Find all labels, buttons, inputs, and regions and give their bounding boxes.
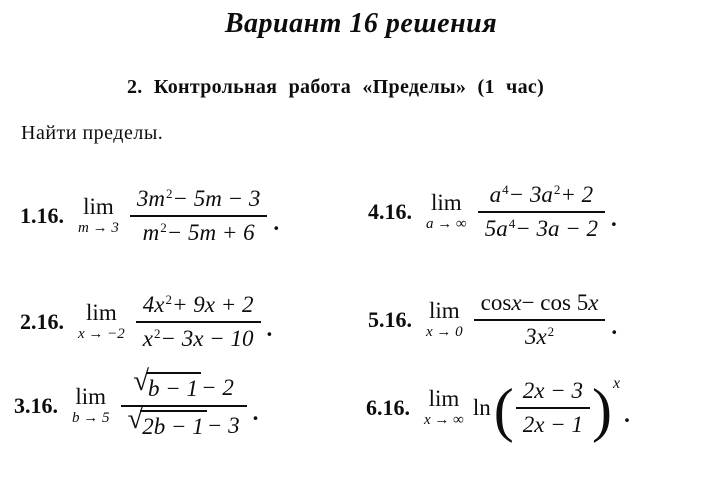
fraction <box>474 290 606 350</box>
radicand: 2b − 1 <box>140 410 207 440</box>
fraction-bar <box>136 321 261 323</box>
ln-function: ln <box>472 395 491 420</box>
denominator-term: − 5m + 6 <box>166 220 255 245</box>
lim-label: lim <box>428 386 460 412</box>
limit-subscript: x → −2 <box>78 326 125 343</box>
limit-operator <box>72 385 110 427</box>
denominator-term: 2x − 1 <box>522 412 583 437</box>
denominator-term: − 3 <box>206 413 240 438</box>
numerator-term: − 5m − 3 <box>172 186 261 211</box>
denominator: m $^2$ − 5m + 6 <box>142 220 255 245</box>
denominator-term: − 3a − 2 <box>515 216 598 241</box>
numerator-term: a <box>489 182 502 207</box>
limit-subscript: m → 3 <box>78 220 119 237</box>
limit-subscript: x → ∞ <box>424 412 464 429</box>
problem-number: 4.16. <box>368 199 412 224</box>
problem-6-16 <box>366 375 630 443</box>
problem-4-16 <box>368 182 617 242</box>
exponent: x <box>612 375 621 392</box>
instruction-text: Найти пределы. <box>21 122 164 144</box>
fraction-bar <box>474 319 606 321</box>
numerator-term: − cos 5 <box>521 290 589 315</box>
limit-subscript: x → 0 <box>426 324 463 341</box>
denominator: 3x $^2$ <box>524 324 555 349</box>
square-root <box>127 403 207 440</box>
period: . <box>611 206 617 231</box>
fraction-bar <box>516 407 590 409</box>
numerator <box>516 378 590 404</box>
limit-operator <box>78 195 119 237</box>
numerator: 4x $^2$ + 9x + 2 <box>142 292 254 317</box>
numerator-term: − 2 <box>201 375 234 400</box>
problem-number: 1.16. <box>20 203 64 228</box>
problem-5-16 <box>368 290 617 350</box>
limit-operator <box>426 191 467 233</box>
square-root <box>133 365 201 402</box>
problem-number: 5.16. <box>368 307 412 332</box>
numerator-term: 3m <box>136 186 165 211</box>
denominator-term: 5a <box>484 216 508 241</box>
numerator-term: cos <box>480 290 512 315</box>
lim-label: lim <box>83 194 114 220</box>
denominator-term: − 3x − 10 <box>160 326 254 351</box>
limit-operator <box>78 301 125 343</box>
section-header: 2. Контрольная работа «Пределы» (1 час) <box>127 76 545 98</box>
problem-number: 2.16. <box>20 309 64 334</box>
numerator <box>474 290 606 316</box>
period: . <box>266 316 273 341</box>
lim-label: lim <box>429 298 460 324</box>
numerator-term: 4x <box>142 292 165 317</box>
problem-1-16 <box>20 186 279 246</box>
period: . <box>252 400 259 425</box>
fraction <box>130 186 268 246</box>
lim-label: lim <box>431 190 462 216</box>
page-title: Вариант 16 решения <box>224 8 498 39</box>
fraction <box>136 292 261 352</box>
numerator-term: + 9x + 2 <box>172 292 254 317</box>
denominator: x $^2$ − 3x − 10 <box>142 326 254 351</box>
problem-number: 3.16. <box>14 393 58 418</box>
radical-sign: √ <box>133 365 150 397</box>
denominator: 5a $^4$ − 3a − 2 <box>484 216 598 241</box>
denominator-term: m <box>142 220 160 245</box>
period: . <box>273 210 280 235</box>
numerator: a $^4$ − 3a $^2$ + 2 <box>489 182 594 207</box>
period: . <box>611 314 618 339</box>
radical-sign: √ <box>127 403 144 435</box>
limit-operator <box>426 299 463 341</box>
fraction-bar <box>130 215 268 217</box>
close-paren: ) <box>591 377 612 443</box>
numerator-term: x <box>588 290 599 315</box>
lim-label: lim <box>75 384 107 410</box>
numerator <box>126 365 241 402</box>
problem-2-16 <box>20 292 272 352</box>
radicand: b − 1 <box>146 372 201 402</box>
fraction-bar <box>478 211 605 213</box>
denominator-term: x <box>142 326 153 351</box>
limit-subscript: a → ∞ <box>426 216 467 233</box>
denominator <box>121 403 247 440</box>
numerator-term: x <box>511 290 522 315</box>
period: . <box>624 402 630 427</box>
denominator-term: 3x <box>524 324 547 349</box>
limit-operator <box>424 387 464 429</box>
open-paren: ( <box>493 377 514 443</box>
limit-subscript: b → 5 <box>72 410 110 427</box>
problem-3-16 <box>14 365 259 440</box>
fraction <box>121 365 247 440</box>
numerator-term: + 2 <box>560 182 594 207</box>
problem-number: 6.16. <box>366 395 410 420</box>
fraction <box>478 182 605 242</box>
denominator <box>516 412 590 438</box>
numerator-term: − 3a <box>508 182 553 207</box>
numerator: 3m $^2$ − 5m − 3 <box>136 186 261 211</box>
fraction <box>516 378 590 438</box>
numerator-term: 2x − 3 <box>522 378 583 403</box>
lim-label: lim <box>86 300 117 326</box>
